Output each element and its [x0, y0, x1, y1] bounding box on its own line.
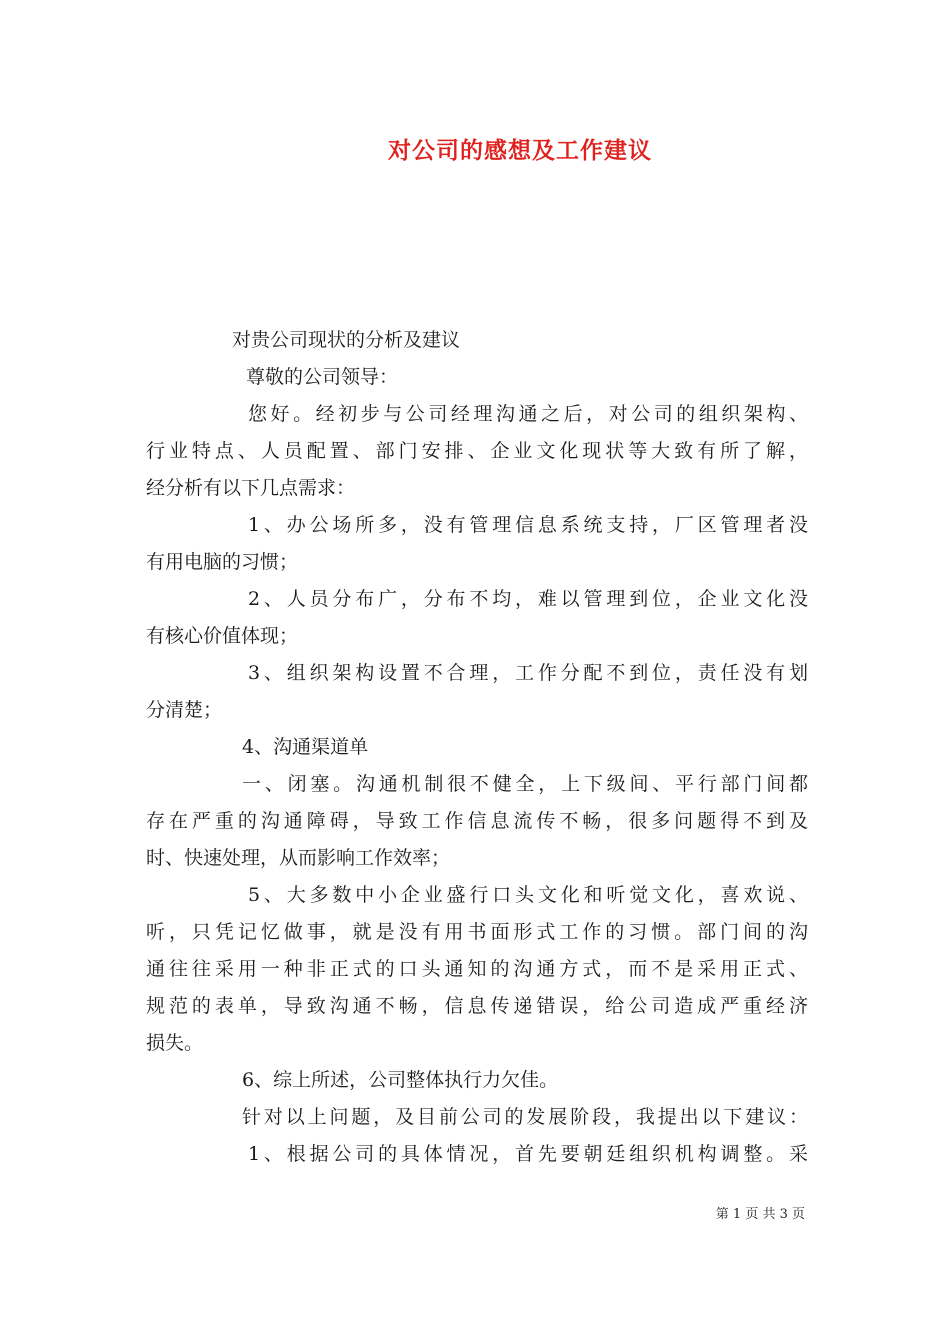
page-footer: 第 1 页 共 3 页 — [715, 1207, 805, 1222]
text-line: 有核心价值体现； — [146, 625, 299, 647]
text-line: 6、综上所述，公司整体执行力欠佳。 — [242, 1069, 559, 1091]
text-line: 4、沟通渠道单 — [242, 736, 369, 758]
text-line: 尊敬的公司领导： — [246, 366, 399, 388]
text-line: 1、根据公司的具体情况，首先要朝廷组织机构调整。采 — [248, 1143, 808, 1165]
text-line: 损失。 — [146, 1032, 204, 1054]
text-line: 一、闭塞。沟通机制很不健全，上下级间、平行部门间都 — [242, 773, 808, 795]
text-line: 存在严重的沟通障碍，导致工作信息流传不畅，很多问题得不到及 — [146, 810, 808, 832]
text-line: 对贵公司现状的分析及建议 — [232, 329, 461, 351]
text-line: 时、快速处理，从而影响工作效率； — [146, 847, 451, 869]
text-line: 通往往采用一种非正式的口头通知的沟通方式，而不是采用正式、 — [146, 958, 808, 980]
text-line: 2、人员分布广，分布不均，难以管理到位，企业文化没 — [248, 588, 808, 610]
text-line: 行业特点、人员配置、部门安排、企业文化现状等大致有所了解， — [146, 440, 808, 462]
text-line: 分清楚； — [146, 699, 223, 721]
text-line: 3、组织架构设置不合理，工作分配不到位，责任没有划 — [248, 662, 808, 684]
text-line: 有用电脑的习惯； — [146, 551, 299, 573]
text-line: 1、办公场所多，没有管理信息系统支持，厂区管理者没 — [248, 514, 808, 536]
document-body — [146, 322, 808, 1173]
text-line: 经分析有以下几点需求： — [146, 477, 356, 499]
text-line: 针对以上问题，及目前公司的发展阶段，我提出以下建议： — [242, 1106, 808, 1128]
text-line: 您好。经初步与公司经理沟通之后，对公司的组织架构、 — [248, 403, 808, 425]
text-line: 5、大多数中小企业盛行口头文化和听觉文化，喜欢说、 — [248, 884, 808, 906]
text-line: 听，只凭记忆做事，就是没有用书面形式工作的习惯。部门间的沟 — [146, 921, 808, 943]
document-title: 对公司的感想及工作建议 — [388, 137, 652, 164]
text-line: 规范的表单，导致沟通不畅，信息传递错误，给公司造成严重经济 — [146, 995, 808, 1017]
